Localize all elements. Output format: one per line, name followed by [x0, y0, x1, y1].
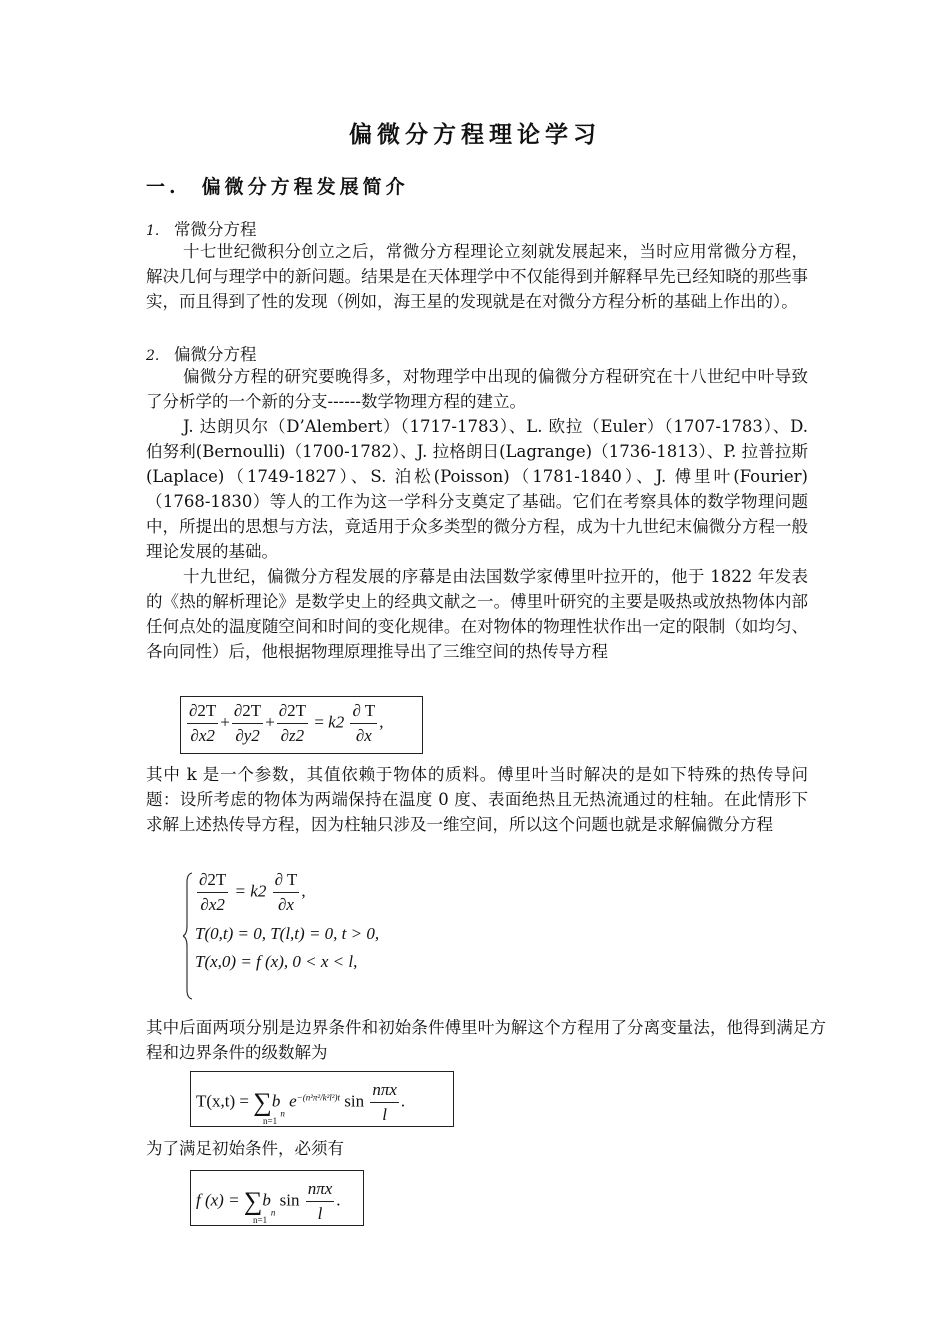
subsection-number: 2. — [146, 348, 160, 364]
fourier-series-box: f $(x) = \sum b_n$ sin $\frac{\text{nπx}}{l}$ . n=1 — [190, 1170, 364, 1226]
subsection-1 — [146, 216, 257, 240]
fraction-d2T-dy2: $\frac{\partial 2T}{\partial y2}$ — [233, 701, 262, 745]
subsection-label: 偏微分方程 — [174, 345, 257, 364]
subsection-2 — [146, 341, 257, 365]
paragraph-pde-intro: 偏微分方程的研究要晚得多，对物理学中出现的偏微分方程研究在十八世纪中叶导致了分析学的一个新的分支------数学物理方程的建立。 — [146, 367, 808, 411]
fraction-d2T-dx2: $\frac{\partial 2T}{\partial x2}$ — [189, 701, 217, 745]
page-title: 偏微分方程理论学习 — [349, 121, 601, 148]
system-line-boundary: T(0,t) = 0, T(l,t) = 0, t > 0, — [195, 924, 380, 943]
sum-lower-limit: n=1 — [263, 1116, 278, 1126]
paragraph-parameter-k: 其中 k 是一个参数，其值依赖于物体的质料。傅里叶当时解决的是如下特殊的热传导问题：设所考虑的物体为两端保持在温度 0 度、表面绝热且无热流通过的柱轴。在此情形下求解上述热传导方程，因为柱轴只涉及一维空间，所以这个问题也就是求解偏微分方程 — [146, 765, 808, 834]
paragraph-fourier: 十九世纪，偏微分方程发展的序幕是由法国数学家傅里叶拉开的，他于 1822 年发表的《热的解析理论》是数学史上的经典文献之一。傅里叶研究的主要是吸热或放热物体内部任何点处的温度随空间和时间的变化规律。在对物体的物理性状作出一定的限制（如均匀、各向同性）后，他根据物理原理推导出了三维空间的热传导方程 — [146, 567, 808, 661]
subsection-label: 常微分方程 — [174, 220, 257, 239]
heat-equation-box: $\frac{\partial 2T}{\partial x2}$ + $\frac{\partial 2T}{\partial y2}$ + $\frac{\partial 2T}{\partial z2}$ = k2 $\frac{\partial T}{\partial x}$ , — [180, 696, 423, 754]
pde-system — [183, 868, 443, 1006]
section-number: 一. — [146, 176, 180, 198]
subsection-number: 1. — [146, 223, 160, 239]
system-line-initial: T(x,0) = f (x), 0 < x < l, — [195, 952, 358, 971]
fraction-dT-dx: $\frac{\partial T}{\partial x}$ — [352, 701, 376, 745]
series-solution-box: $T(x,t) = \sum b_n$ $e^{-(n^2\pi^2/k^2l^2)t}$ sin $\frac{\text{nπx}}{l}$ . n=1 — [190, 1071, 454, 1127]
left-brace — [183, 872, 193, 1000]
system-line-1: $\frac{\partial 2T}{\partial x2}$ = k2 $\frac{\partial T}{\partial x}$ , — [199, 870, 306, 914]
paragraph-initial-condition: 为了满足初始条件，必须有 — [146, 1139, 344, 1158]
sum-lower-limit: n=1 — [253, 1215, 268, 1225]
fraction-d2T-dz2: $\frac{\partial 2T}{\partial z2}$ — [278, 701, 307, 745]
paragraph-ode: 十七世纪微积分创立之后，常微分方程理论立刻就发展起来，当时应用常微分方程，解决几何与理学中的新问题。结果是在天体理学中不仅能得到并解释早先已经知晓的那些事实，而且得到了性的发现（例如，海王星的发现就是在对微分方程分析的基础上作出的）。 — [146, 242, 808, 311]
paragraph-mathematicians: J. 达朗贝尔（D’Alembert）（1717-1783）、L. 欧拉（Euler）（1707-1783）、D. 伯努利(Bernoulli)（1700-1782）、J. 拉格朗日(Lagrange)（1736-1813）、P. 拉普拉斯(Laplace)（1749-1827）、S. 泊松(Poisson)（1781-1840）、J. 傅里叶(Fourier)（1768-1830）等人的工作为这一学科分支奠定了基础。它们在考察具体的数学物理问题中，所提出的思想与方法，竟适用于众多类型的微分方程，成为十九世纪末偏微分方程一般理论发展的基础。 — [146, 417, 808, 561]
section-heading — [146, 172, 409, 199]
section-title: 偏微分方程发展简介 — [201, 176, 409, 198]
paragraph-separation: 其中后面两项分别是边界条件和初始条件傅里叶为解这个方程用了分离变量法，他得到满足方程和边界条件的级数解为 — [146, 1018, 826, 1062]
